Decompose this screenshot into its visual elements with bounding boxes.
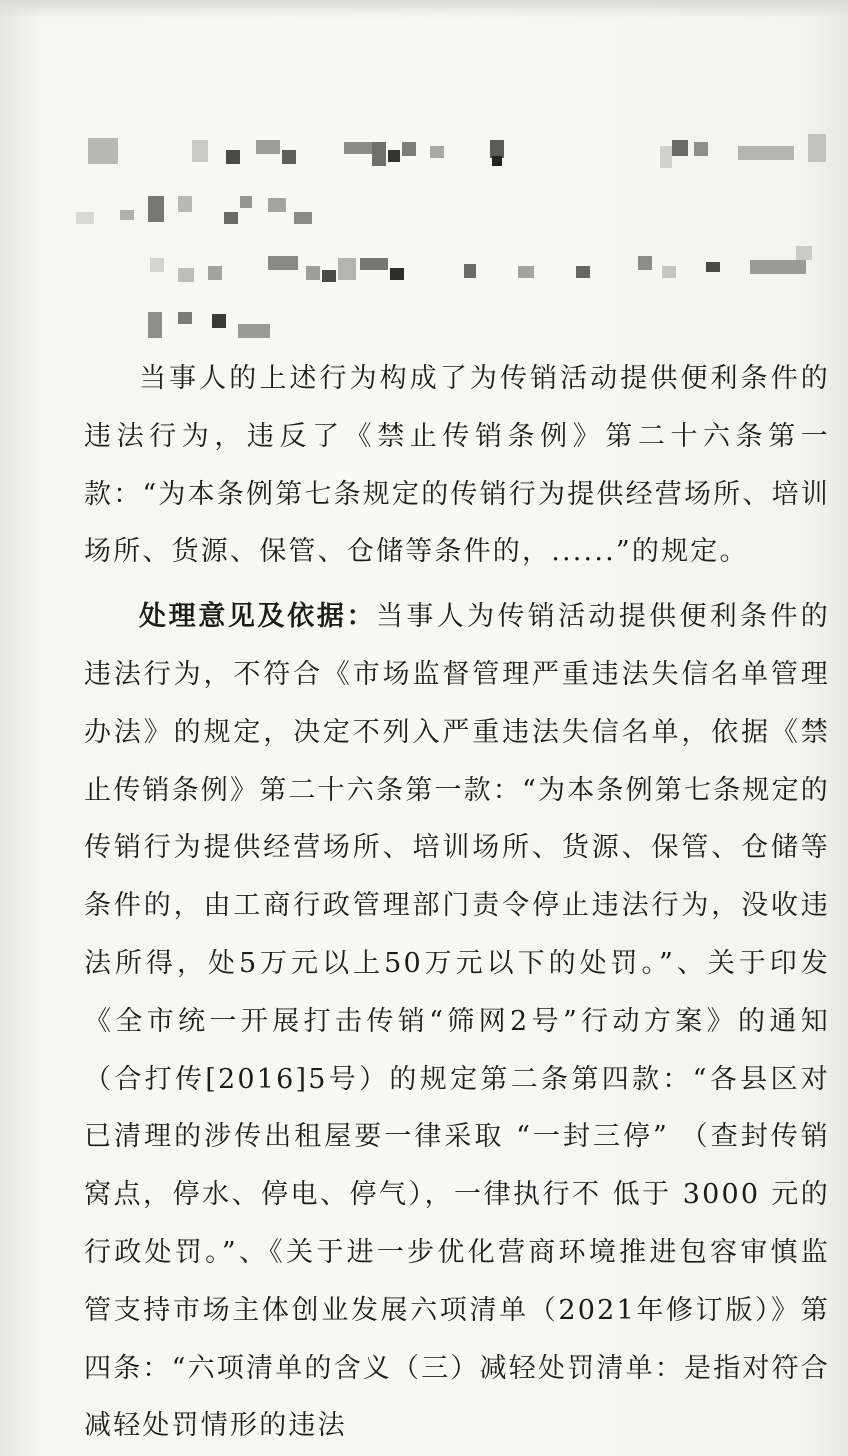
redaction-pixel [148,196,164,222]
redaction-pixel [148,312,162,338]
redaction-pixel [338,258,356,280]
redaction-pixel [430,146,444,158]
redaction-pixel [240,196,252,208]
redaction-pixel [672,140,688,156]
redaction-pixel [306,266,320,280]
redaction-pixel [212,314,226,328]
redaction-pixel [88,138,118,164]
page-top-shadow [0,0,848,18]
redaction-pixel [576,266,590,278]
redaction-pixel [796,246,812,260]
redaction-pixel [224,212,238,224]
violation-paragraph: 当事人的上述行为构成了为传销活动提供便利条件的违法行为，违反了《禁止传销条例》第二十六条第一款：“为本条例第七条规定的传销行为提供经营场所、培训场所、货源、保管、仓储等条件的，......”的规定。 [84,363,831,568]
redaction-pixel [344,142,374,154]
redaction-pixel [492,156,502,166]
redaction-pixel [208,266,222,280]
redaction-pixel [518,266,534,278]
redaction-pixel [402,142,416,156]
redaction-pixel [120,210,134,220]
decision-body: 当事人为传销活动提供便利条件的违法行为，不符合《市场监督管理严重违法失信名单管理办法》的规定，决定不列入严重违法失信名单，依据《禁止传销条例》第二十六条第一款：“为本条例第七条规定的传销行为提供经营场所、培训场所、货源、保管、仓储等条件的，由工商行政管理部门责令停止违法行为，没收违法所得，处5万元以上50万元以下的处罚。”、关于印发《全市统一开展打击传销“筛网2号”行动方案》的通知（合打传[2016]5号）的规定第二条第四款：“各县区对已清理的涉传出租屋要一律采取 “一封三停” （查封传销窝点，停水、停电、停气），一律执行不 低于 3000 元的行政处罚。”、《关于进一步优化营商环境推进包容审慎监管支持市场主体创业发展六项清单（2021年修订版）》第四条：“六项清单的含义（三）减轻处罚清单：是指对符合减轻处罚情形的违法 [84,601,831,1442]
decision-heading: 处理意见及依据： [139,601,377,633]
redaction-pixel [178,268,194,282]
redaction-pixel [388,150,400,162]
redaction-pixel [750,260,806,274]
redaction-pixel [808,134,826,162]
redaction-pixel [738,146,794,160]
redaction-pixel [226,150,240,164]
redaction-pixel [294,212,312,224]
redaction-pixel [256,140,280,154]
redaction-pixel [268,256,298,270]
decision-paragraph [84,588,830,1455]
redaction-pixel [322,270,336,282]
redaction-pixel [178,312,192,324]
redaction-pixel [390,268,404,280]
redaction-pixel [372,142,386,166]
redaction-pixel [706,262,720,272]
redaction-pixel [660,146,672,168]
redaction-pixel [238,324,270,338]
document-body [84,350,830,1455]
redaction-pixel [694,142,708,156]
redaction-pixel [76,212,94,224]
redaction-pixel [360,258,388,270]
redaction-pixel [662,266,676,278]
redaction-pixel [464,264,476,278]
redaction-pixel [282,150,296,164]
redaction-pixel [150,258,164,272]
redaction-pixel [638,256,652,270]
redacted-text-block [70,120,830,350]
redaction-pixel [178,196,192,212]
redaction-pixel [192,140,208,162]
redaction-pixel [268,198,286,212]
